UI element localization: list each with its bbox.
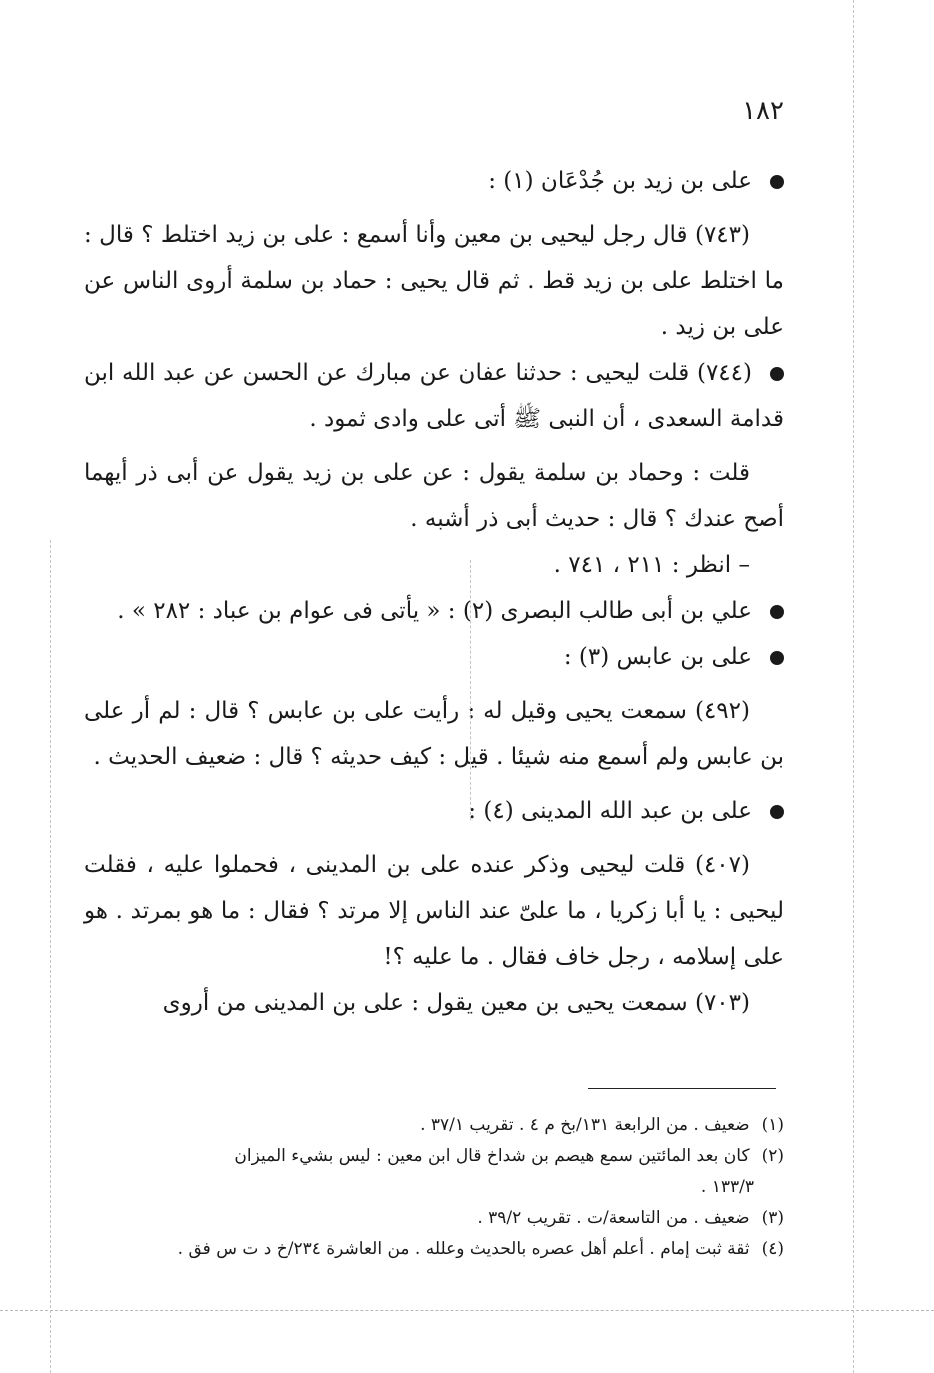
footnote-text: ضعيف . من الرابعة ١٣١/بخ م ٤ . تقريب ٣٧/١ . [420, 1115, 750, 1135]
cross-reference: – انظر : ٢١١ ، ٧٤١ . [553, 552, 750, 578]
page-number: ١٨٢ [742, 96, 784, 126]
main-text [84, 158, 784, 1026]
narrator-heading-ali-ibn-zayd [84, 158, 784, 204]
bullet-icon [770, 805, 784, 819]
footnote-text: كان بعد المائتين سمع هيصم بن شداخ قال ابن معين : ليس بشيء الميزان [234, 1146, 750, 1166]
report-492: (٤٩٢) سمعت يحيى وقيل له : رأيت على بن عابس ؟ قال : لم أر على بن عابس ولم أسمع منه شيئا . قيل : كيف حديثه ؟ قال : ضعيف الحديث . [84, 698, 784, 770]
footnote-number: (١) [761, 1115, 784, 1135]
report-703: (٧٠٣) سمعت يحيى بن معين يقول : على بن المدينى من أروى [162, 990, 750, 1016]
entry-text: (٧٤٤) قلت ليحيى : حدثنا عفان عن مبارك عن الحسن عن عبد الله ابن قدامة السعدى ، أن النبى ﷺ أتى على وادى ثمود . [84, 360, 784, 432]
footnote-1 [84, 1110, 784, 1141]
scan-crop-line [0, 1310, 934, 1311]
report-744-continued: قلت : وحماد بن سلمة يقول : عن على بن زيد يقول عن أبى ذر أيهما أصح عندك ؟ قال : حديث أبى ذر أشبه . [84, 460, 784, 532]
narrator-heading-ali-ibn-abis [84, 634, 784, 680]
narrator-heading-ali-ibn-abi-talib [84, 588, 784, 634]
footnote-number: (٢) [761, 1146, 784, 1166]
bullet-icon [770, 651, 784, 665]
footnote-text: ضعيف . من التاسعة/ت . تقريب ٣٩/٢ . [477, 1208, 750, 1228]
entry-text: علي بن أبى طالب البصرى (٢) : « يأتى فى عوام بن عباد : ٢٨٢ » . [117, 598, 752, 624]
entry-text: على بن زيد بن جُدْعَان (١) : [488, 168, 752, 194]
bullet-icon [770, 175, 784, 189]
footnote-3 [84, 1203, 784, 1234]
scan-crop-line [853, 0, 854, 1373]
footnote-2 [84, 1141, 784, 1172]
scan-crop-line [470, 560, 471, 820]
scan-crop-line [50, 540, 51, 1373]
footnote-text: ثقة ثبت إمام . أعلم أهل عصره بالحديث وعلله . من العاشرة ٢٣٤/خ د ت س فق . [177, 1239, 750, 1259]
entry-text: على بن عابس (٣) : [563, 644, 752, 670]
footnotes [84, 1110, 784, 1265]
entry-text: على بن عبد الله المدينى (٤) : [468, 798, 752, 824]
footnote-number: (٤) [761, 1239, 784, 1259]
footnote-2-continued: ١٣٣/٣ . [700, 1177, 754, 1197]
footnote-separator [588, 1088, 776, 1089]
report-744 [84, 350, 784, 442]
narrator-heading-ali-ibn-al-madini [84, 788, 784, 834]
footnote-number: (٣) [761, 1208, 784, 1228]
bullet-icon [770, 367, 784, 381]
bullet-icon [770, 605, 784, 619]
report-743: (٧٤٣) قال رجل ليحيى بن معين وأنا أسمع : على بن زيد اختلط ؟ قال : ما اختلط على بن زيد قط . ثم قال يحيى : حماد بن سلمة أروى الناس عن على بن زيد . [84, 222, 784, 340]
report-407: (٤٠٧) قلت ليحيى وذكر عنده على بن المدينى ، فحملوا عليه ، فقلت ليحيى : يا أبا زكريا ، ما علىّ عند الناس إلا مرتد ؟ فقال : ما هو بمرتد . هو على إسلامه ، رجل خاف فقال . ما عليه ؟! [84, 852, 784, 970]
footnote-4 [84, 1234, 784, 1265]
